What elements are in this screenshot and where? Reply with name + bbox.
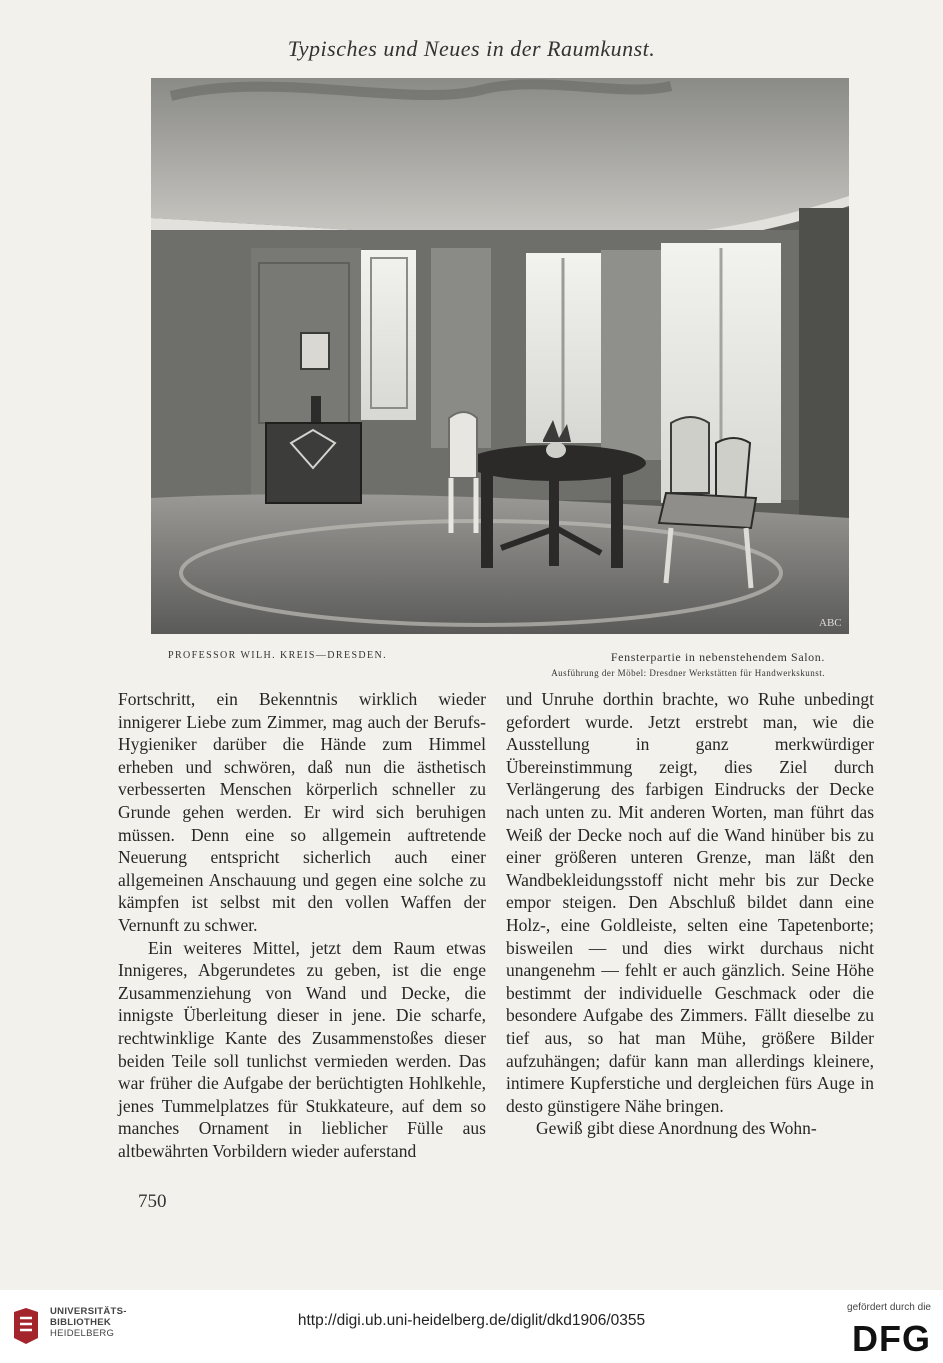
paragraph: Fortschritt, ein Bekenntnis wirklich wieder innigerer Liebe zum Zimmer, mag auch der Berufs-Hygieniker darüber die Hände zum Himmel erheben und schwören, daß nun die ästhetisch verbesserten Menschen körperlich schneller zu Grunde gehen werden. Er wird sich beruhigen müssen. Denn eine so allgemein auftretende Neuerung entspricht sicherlich auch einer allgemeinen Anschauung und gegen eine solche zu kämpfen ist selbst mit den vollen Waffen der Vernunft zu schwer. xyxy=(118,689,486,935)
funder-label: gefördert durch die xyxy=(847,1302,931,1313)
text-column-right xyxy=(506,688,874,1140)
salon-window-photo xyxy=(151,78,849,634)
digitization-footer xyxy=(0,1290,943,1363)
institution-line: BIBLIOTHEK xyxy=(50,1317,112,1328)
institution-line: HEIDELBERG xyxy=(50,1328,115,1339)
photo-caption-architect: PROFESSOR WILH. KREIS—DRESDEN. xyxy=(168,650,388,661)
paragraph: und Unruhe dorthin brachte, wo Ruhe unbedingt gefordert wurde. Jetzt erstrebt man, wie die Ausstellung in ganz merkwürdiger Übereinstimmung zeigt, dies Ziel durch Verlängerung des farbigen Eindrucks der Decke nach unten zu. Mit anderen Worten, man führt das Weiß der Decke noch auf die Wand hinüber bis zu einer größeren unteren Grenze, man läßt den Wandbekleidungsstoff nicht mehr bis zur Decke empor steigen. Den Abschluß bildet dann eine Holz-, eine Goldleiste, selten eine Tapetenborte; bisweilen — und dies wirkt durchaus nicht unangenehm — fehlt er auch gänzlich. Seine Höhe bestimmt der individuelle Geschmack oder die besondere Aufgabe des Zimmers. Fällt dieselbe zu tief aus, so hat man Mühe, größere Bilder aufzuhängen; dafür kann man allerdings kleinere, intimere Kupferstiche und dergleichen fürs Auge in desto günstigere Nähe bringen. xyxy=(506,689,874,1116)
paragraph: Ein weiteres Mittel, jetzt dem Raum etwas Innigeres, Abgerundetes zu geben, ist die enge Zusammenziehung von Wand und Decke, die innigste Überleitung dieser in jene. Die scharfe, rechtwinklige Kante des Zusammenstoßes dieser beiden Teile soll tunlichst vermieden werden. Das war früher die Aufgabe der berüchtigten Hohlkehle, jenes Tummelplatzes für Stukkateure, auf dem so manches Ornament in lieblicher Fülle aus altbewährten Vorbildern wieder auferstand xyxy=(118,937,486,1161)
photo-monogram: ABC xyxy=(819,617,842,629)
photo-caption-credit: Ausführung der Möbel: Dresdner Werkstätten für Handwerkskunst. xyxy=(551,668,825,678)
salon-photo-illustration xyxy=(151,78,849,634)
permalink-url[interactable]: http://digi.ub.uni-heidelberg.de/diglit/dkd1906/0355 xyxy=(297,1312,646,1329)
photo-caption xyxy=(551,650,825,678)
text-column-left xyxy=(118,688,486,1162)
page-number: 750 xyxy=(138,1191,167,1212)
dfg-logo[interactable]: DFG xyxy=(852,1318,931,1359)
institution-line: UNIVERSITÄTS- xyxy=(50,1306,127,1317)
photo-caption-title: Fensterpartie in nebenstehendem Salon. xyxy=(610,650,825,664)
running-header: Typisches und Neues in der Raumkunst. xyxy=(287,36,656,61)
paragraph: Gewiß gibt diese Anordnung des Wohn- xyxy=(536,1118,817,1139)
